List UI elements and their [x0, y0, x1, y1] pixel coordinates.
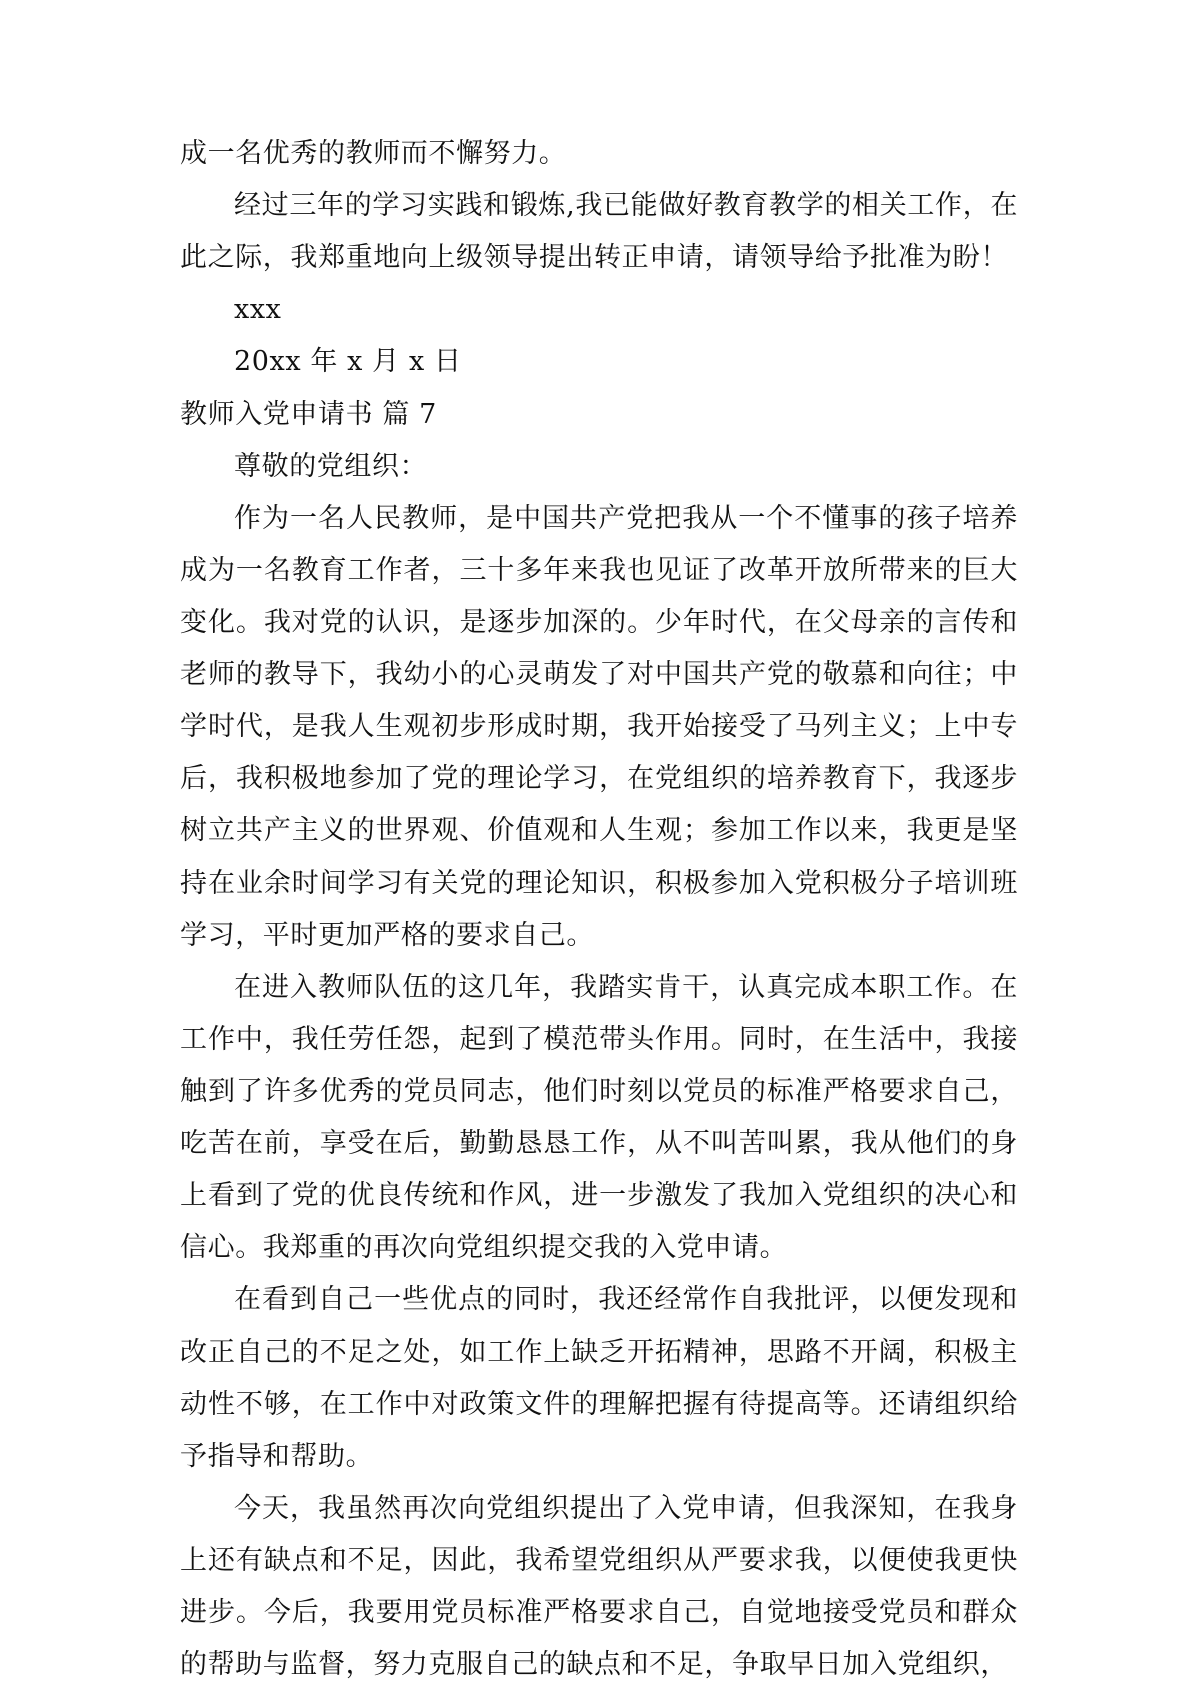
salutation: 尊敬的党组织： — [234, 450, 428, 482]
paragraph-body-3: 在看到自己一些优点的同时，我还经常作自我批评，以便发现和改正自己的不足之处，如工作上缺乏开拓精神，思路不开阔，积极主动性不够，在工作中对政策文件的理解把握有待提高等。还请组织给予指导和帮助。 — [180, 1284, 1018, 1472]
section-heading: 教师入党申请书 篇 7 — [180, 398, 437, 430]
paragraph-body-1: 作为一名人民教师，是中国共产党把我从一个不懂事的孩子培养成为一名教育工作者，三十多年来我也见证了改革开放所带来的巨大变化。我对党的认识，是逐步加深的。少年时代，在父母亲的言传和老师的教导下，我幼小的心灵萌发了对中国共产党的敬慕和向往；中学时代，是我人生观初步形成时期，我开始接受了马列主义；上中专后，我积极地参加了党的理论学习，在党组织的培养教育下，我逐步树立共产主义的世界观、价值观和人生观；参加工作以来，我更是坚持在业余时间学习有关党的理论知识，积极参加入党积极分子培训班学习，平时更加严格的要求自己。 — [180, 502, 1018, 951]
paragraph-conversion-request: 经过三年的学习实践和锻炼,我已能做好教育教学的相关工作，在此之际，我郑重地向上级领导提出转正申请，请领导给予批准为盼！ — [180, 190, 1018, 274]
paragraph-body-4: 今天，我虽然再次向党组织提出了入党申请，但我深知，在我身上还有缺点和不足，因此，我希望党组织从严要求我，以便使我更快进步。今后，我要用党员标准严格要求自己，自觉地接受党员和群众的帮助与监督，努力克服自己的缺点和不足，争取早日加入党组织， — [180, 1492, 1018, 1681]
paragraph-body-2: 在进入教师队伍的这几年，我踏实肯干，认真完成本职工作。在工作中，我任劳任怨，起到了模范带头作用。同时，在生活中，我接触到了许多优秀的党员同志，他们时刻以党员的标准严格要求自己，吃苦在前，享受在后，勤勤恳恳工作，从不叫苦叫累，我从他们的身上看到了党的优良传统和作风，进一步激发了我加入党组织的决心和信心。我郑重的再次向党组织提交我的入党申请。 — [180, 971, 1018, 1264]
paragraph-continuation: 成一名优秀的教师而不懈努力。 — [180, 138, 567, 169]
signature-date: 20xx 年 x 月 x 日 — [234, 346, 462, 378]
signature-name: xxx — [234, 294, 282, 326]
document-page — [180, 128, 1018, 1691]
